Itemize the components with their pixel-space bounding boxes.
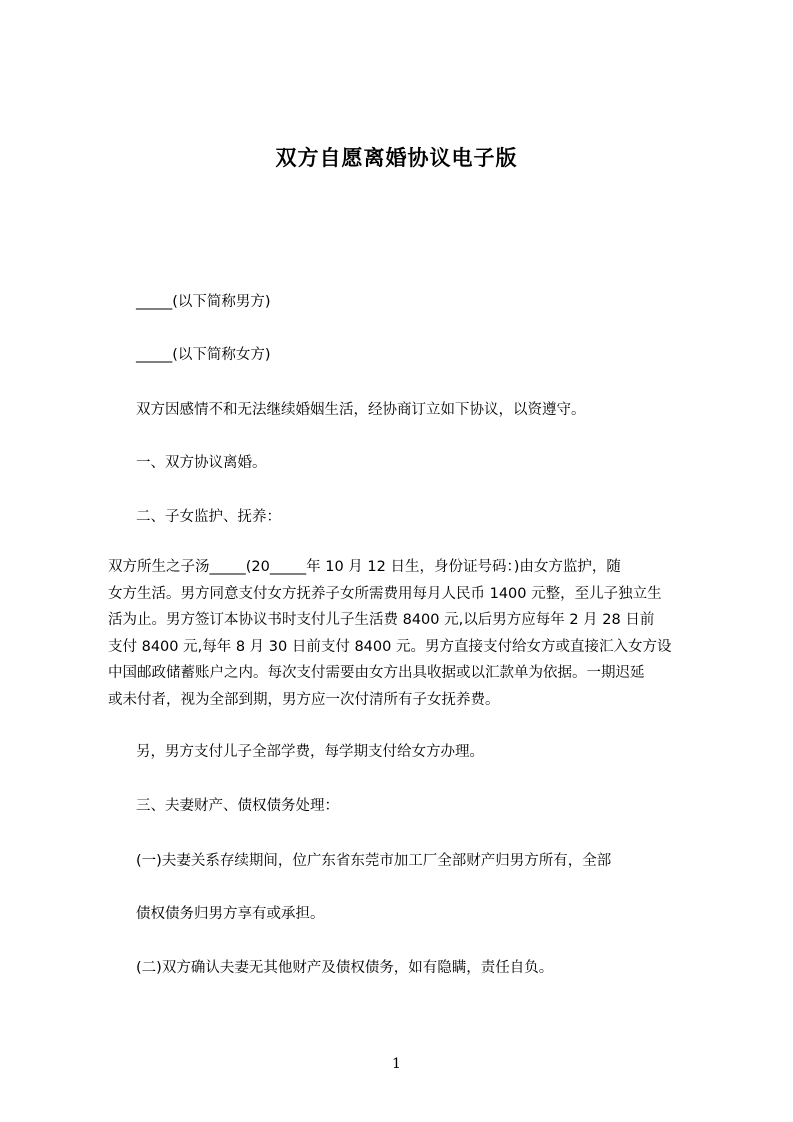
clause-3-2: (二)双方确认夫妻无其他财产及债权债务，如有隐瞒，责任自负。 [136,960,554,976]
clause-2-body-line: 女方生活。男方同意支付女方抚养子女所需费用每月人民币 1400 元整，至儿子独立生 [108,585,662,602]
female-party-line: _____(以下简称女方) [136,347,271,363]
clause-2-heading: 二、子女监护、抚养： [136,509,281,525]
clause-3-heading: 三、夫妻财产、债权债务处理： [136,798,339,814]
intro-paragraph: 双方因感情不和无法继续婚姻生活，经协商订立如下协议，以资遵守。 [136,402,586,418]
male-party-line: _____(以下简称男方) [136,294,271,310]
clause-1: 一、双方协议离婚。 [136,455,267,471]
clause-2-body-line: 双方所生之子汤_____(20_____年 10 月 12 日生，身份证号码：)由女方监护，随 [108,559,621,575]
document-title: 双方自愿离婚协议电子版 [275,146,518,170]
page-number: 1 [392,1056,401,1072]
tuition-paragraph: 另，男方支付儿子全部学费，每学期支付给女方办理。 [136,744,484,760]
clause-2-body [108,554,700,714]
clause-2-body-line: 中国邮政储蓄账户之内。每次支付需要由女方出具收据或以汇款单为依据。一期迟延 [108,665,645,682]
clause-2-body-line: 或未付者，视为全部到期，男方应一次付清所有子女抚养费。 [108,691,500,708]
clause-2-body-line: 活为止。男方签订本协议书时支付儿子生活费 8400 元,以后男方应每年 2 月 28 日前 [108,612,655,629]
clause-3-1-line-b: 债权债务归男方享有或承担。 [136,906,325,922]
clause-3-1-line-a: (一)夫妻关系存续期间，位广东省东莞市加工厂全部财产归男方所有，全部 [136,853,612,869]
clause-2-body-line: 支付 8400 元,每年 8 月 30 日前支付 8400 元。男方直接支付给女方或直接汇入女方设 [108,638,672,655]
